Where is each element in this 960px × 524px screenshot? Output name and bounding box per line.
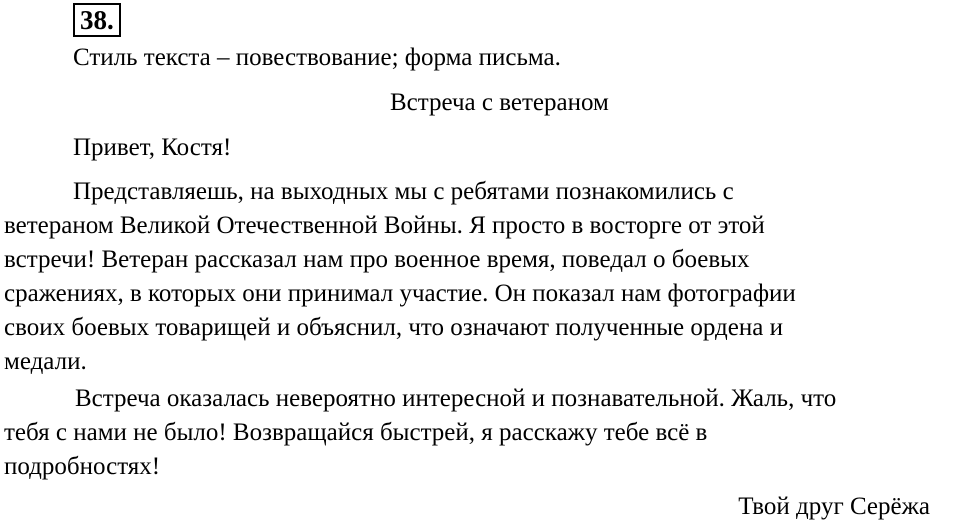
paragraph-line: встречи! Ветеран рассказал нам про военное время, поведал о боевых [4, 246, 750, 273]
paragraph-line: Представляешь, на выходных мы с ребятами познакомились с [73, 178, 734, 205]
letter-greeting: Привет, Костя! [73, 134, 232, 161]
paragraph-line: сражениях, в которых они принимал участие. Он показал нам фотографии [4, 280, 796, 307]
paragraph-line: своих боевых товарищей и объяснил, что означают полученные ордена и [4, 314, 783, 341]
paragraph-line: Встреча оказалась невероятно интересной и познавательной. Жаль, что [75, 385, 837, 412]
paragraph-line: тебя с нами не было! Возвращайся быстрей, я расскажу тебе всё в [4, 419, 708, 446]
letter-signature: Твой друг Серёжа [738, 493, 930, 520]
paragraph-line: медали. [4, 348, 87, 375]
letter-paragraph-1 [4, 175, 944, 379]
paragraph-line: ветераном Великой Отечественной Войны. Я просто в восторге от этой [4, 212, 765, 239]
paragraph-line: подробностях! [4, 453, 161, 480]
task-statement: Стиль текста – повествование; форма письма. [73, 44, 561, 71]
letter-paragraph-2 [4, 382, 954, 484]
letter-title: Встреча с ветераном [390, 89, 609, 116]
exercise-number-box: 38. [73, 3, 121, 37]
